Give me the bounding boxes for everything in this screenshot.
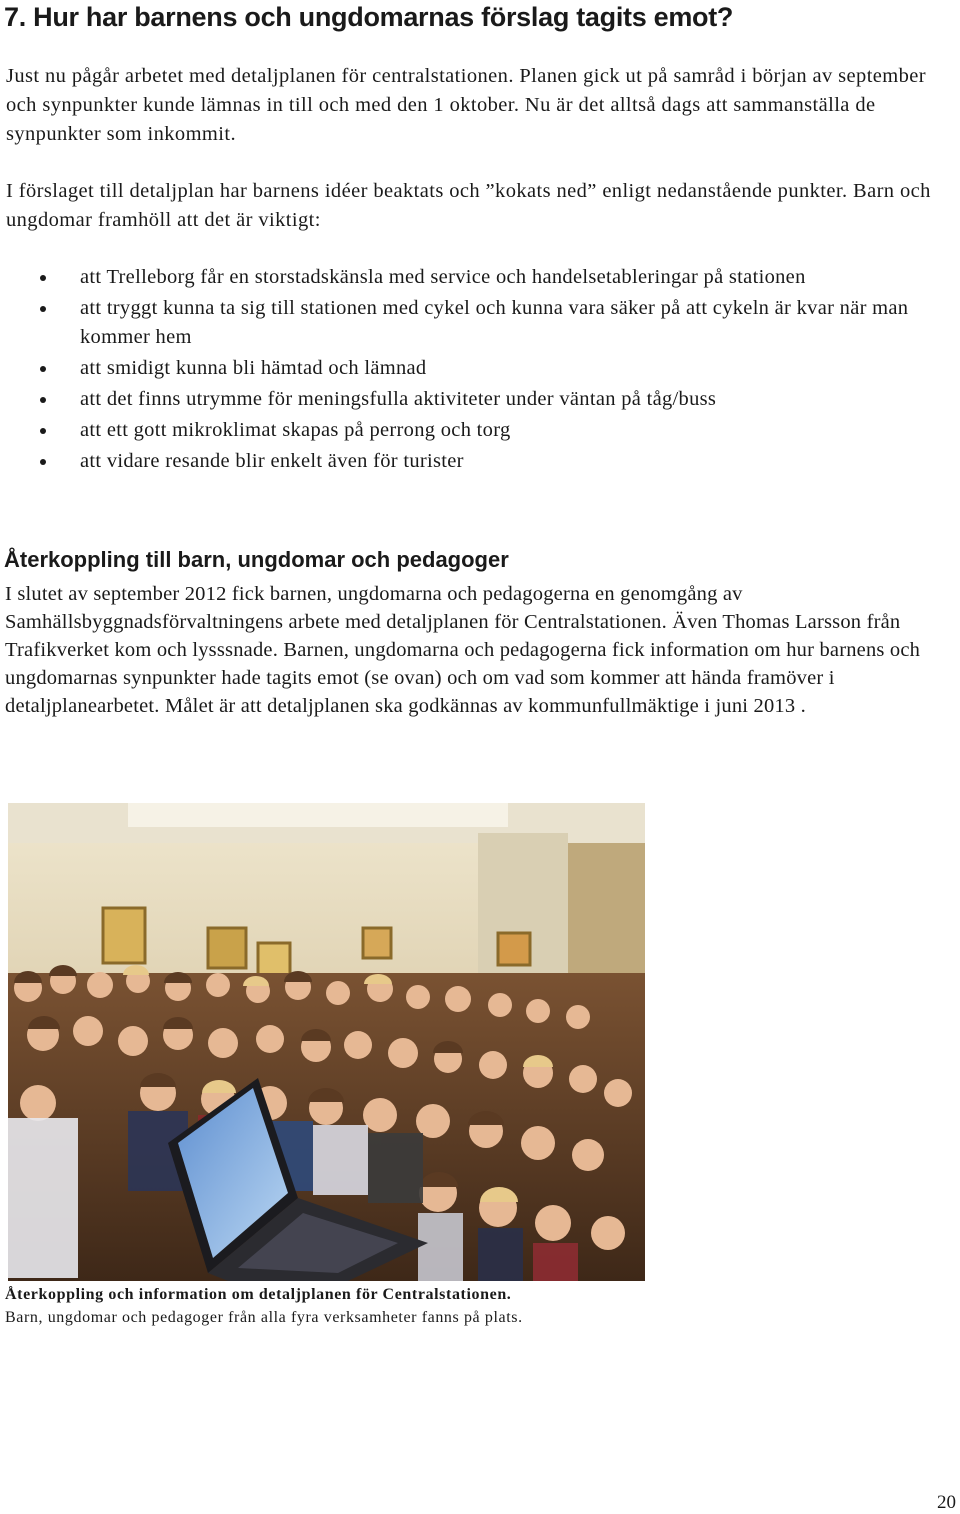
page-number: 20 [937, 1492, 956, 1513]
importance-list [0, 263, 960, 478]
feedback-paragraph: I slutet av september 2012 fick barnen, ungdomarna och pedagogerna en genomgång av Samhällsbyggnadsförvaltningens arbete med detaljplanen för Centralstationen. Även Thomas Larsson från Trafikverket kom och lysssnade. Barnen, ungdomarna och pedagogerna fick information om hur barnens och ungdomarnas synpunkter hade tagits emot (se ovan) och om vad som kommer att hända framöver i detaljplanearbetet. Målet är att detaljplanen ska godkännas av kommunfullmäktige i juni 2013 . [5, 583, 921, 717]
intro-paragraph-2: I förslaget till detaljplan har barnens idéer beaktats och ”kokats ned” enligt nedanstående punkter. Barn och ungdomar framhöll att det är viktigt: [6, 180, 931, 231]
meeting-photo [8, 803, 645, 1281]
list-item [0, 354, 960, 383]
intro-paragraph-1: Just nu pågår arbetet med detaljplanen för centralstationen. Planen gick ut på samråd i början av september och synpunkter kunde lämnas in till och med den 1 oktober. Nu är det alltså dags att sammanställa de synpunkter som inkommit. [6, 65, 927, 145]
section-heading: 7. Hur har barnens och ungdomarnas förslag tagits emot? [4, 2, 734, 32]
photo-caption [5, 1283, 523, 1329]
bullet-icon [40, 306, 46, 312]
bullet-icon [40, 366, 46, 372]
list-item [0, 447, 960, 476]
list-item-text: att tryggt kunna ta sig till stationen med cykel och kunna vara säker på att cykeln är kvar när man kommer hem [80, 297, 909, 348]
list-item [0, 416, 960, 445]
list-item [0, 294, 960, 352]
list-item-text: att smidigt kunna bli hämtad och lämnad [80, 357, 427, 379]
list-item-text: att det finns utrymme för meningsfulla aktiviteter under väntan på tåg/buss [80, 388, 717, 410]
caption-text: Barn, ungdomar och pedagoger från alla fyra verksamheter fanns på plats. [5, 1309, 523, 1326]
bullet-icon [40, 428, 46, 434]
list-item-text: att vidare resande blir enkelt även för turister [80, 450, 464, 472]
subheading: Återkoppling till barn, ungdomar och pedagoger [4, 547, 509, 572]
bullet-icon [40, 275, 46, 281]
list-item [0, 263, 960, 292]
list-item-text: att Trelleborg får en storstadskänsla med service och handelsetableringar på stationen [80, 266, 806, 288]
list-item-text: att ett gott mikroklimat skapas på perrong och torg [80, 419, 511, 441]
bullet-icon [40, 397, 46, 403]
bullet-icon [40, 459, 46, 465]
list-item [0, 385, 960, 414]
caption-title: Återkoppling och information om detaljplanen för Centralstationen. [5, 1286, 512, 1303]
meeting-photo-illustration [8, 803, 645, 1281]
